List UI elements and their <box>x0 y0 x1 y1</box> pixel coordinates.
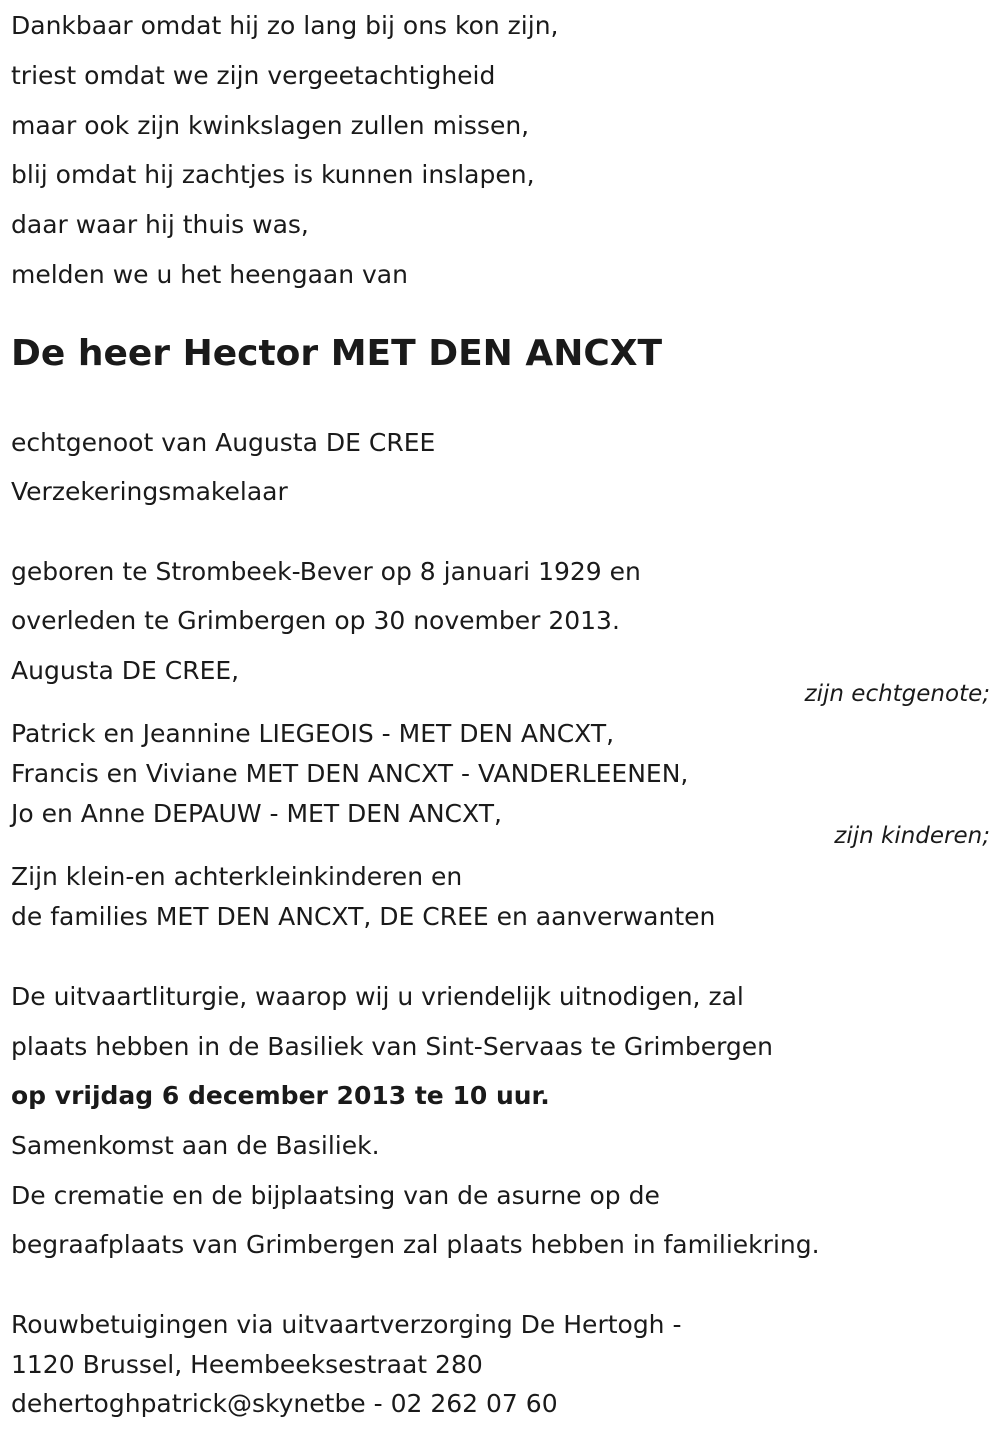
meeting-line: Samenkomst aan de Basiliek. <box>11 1131 380 1160</box>
funeral-line: De uitvaartliturgie, waarop wij u vriendelijk uitnodigen, zal <box>11 982 744 1011</box>
deceased-name: De heer Hector MET DEN ANCXT <box>11 333 663 374</box>
intro-line: daar waar hij thuis was, <box>11 210 309 239</box>
spouse-role: zijn echtgenote; <box>804 681 990 707</box>
death-line: overleden te Grimbergen op 30 november 2013. <box>11 606 620 635</box>
contact-line: Rouwbetuigingen via uitvaartverzorging De Hertogh - <box>11 1310 682 1339</box>
intro-line: maar ook zijn kwinkslagen zullen missen, <box>11 111 530 140</box>
relatives-line: Zijn klein-en achterkleinkinderen en <box>11 862 463 891</box>
intro-line: melden we u het heengaan van <box>11 260 408 289</box>
profession: Verzekeringsmakelaar <box>11 477 288 506</box>
spouse-name: Augusta DE CREE, <box>11 656 240 685</box>
child-line: Jo en Anne DEPAUW - MET DEN ANCXT, <box>11 799 502 828</box>
cremation-line: begraafplaats van Grimbergen zal plaats hebben in familiekring. <box>11 1230 820 1259</box>
contact-email-phone: dehertoghpatrick@skynetbe - 02 262 07 60 <box>11 1389 558 1418</box>
cremation-line: De crematie en de bijplaatsing van de asurne op de <box>11 1181 660 1210</box>
funeral-line: plaats hebben in de Basiliek van Sint-Servaas te Grimbergen <box>11 1032 774 1061</box>
funeral-date: op vrijdag 6 december 2013 te 10 uur. <box>11 1081 550 1110</box>
contact-address: 1120 Brussel, Heembeeksestraat 280 <box>11 1350 483 1379</box>
intro-line: Dankbaar omdat hij zo lang bij ons kon zijn, <box>11 11 559 40</box>
children-role: zijn kinderen; <box>834 823 990 849</box>
child-line: Patrick en Jeannine LIEGEOIS - MET DEN ANCXT, <box>11 719 615 748</box>
intro-line: blij omdat hij zachtjes is kunnen inslapen, <box>11 160 535 189</box>
intro-line: triest omdat we zijn vergeetachtigheid <box>11 61 496 90</box>
child-line: Francis en Viviane MET DEN ANCXT - VANDERLEENEN, <box>11 759 689 788</box>
spouse-line: echtgenoot van Augusta DE CREE <box>11 428 436 457</box>
relatives-line: de families MET DEN ANCXT, DE CREE en aanverwanten <box>11 902 716 931</box>
birth-line: geboren te Strombeek-Bever op 8 januari 1929 en <box>11 557 641 586</box>
